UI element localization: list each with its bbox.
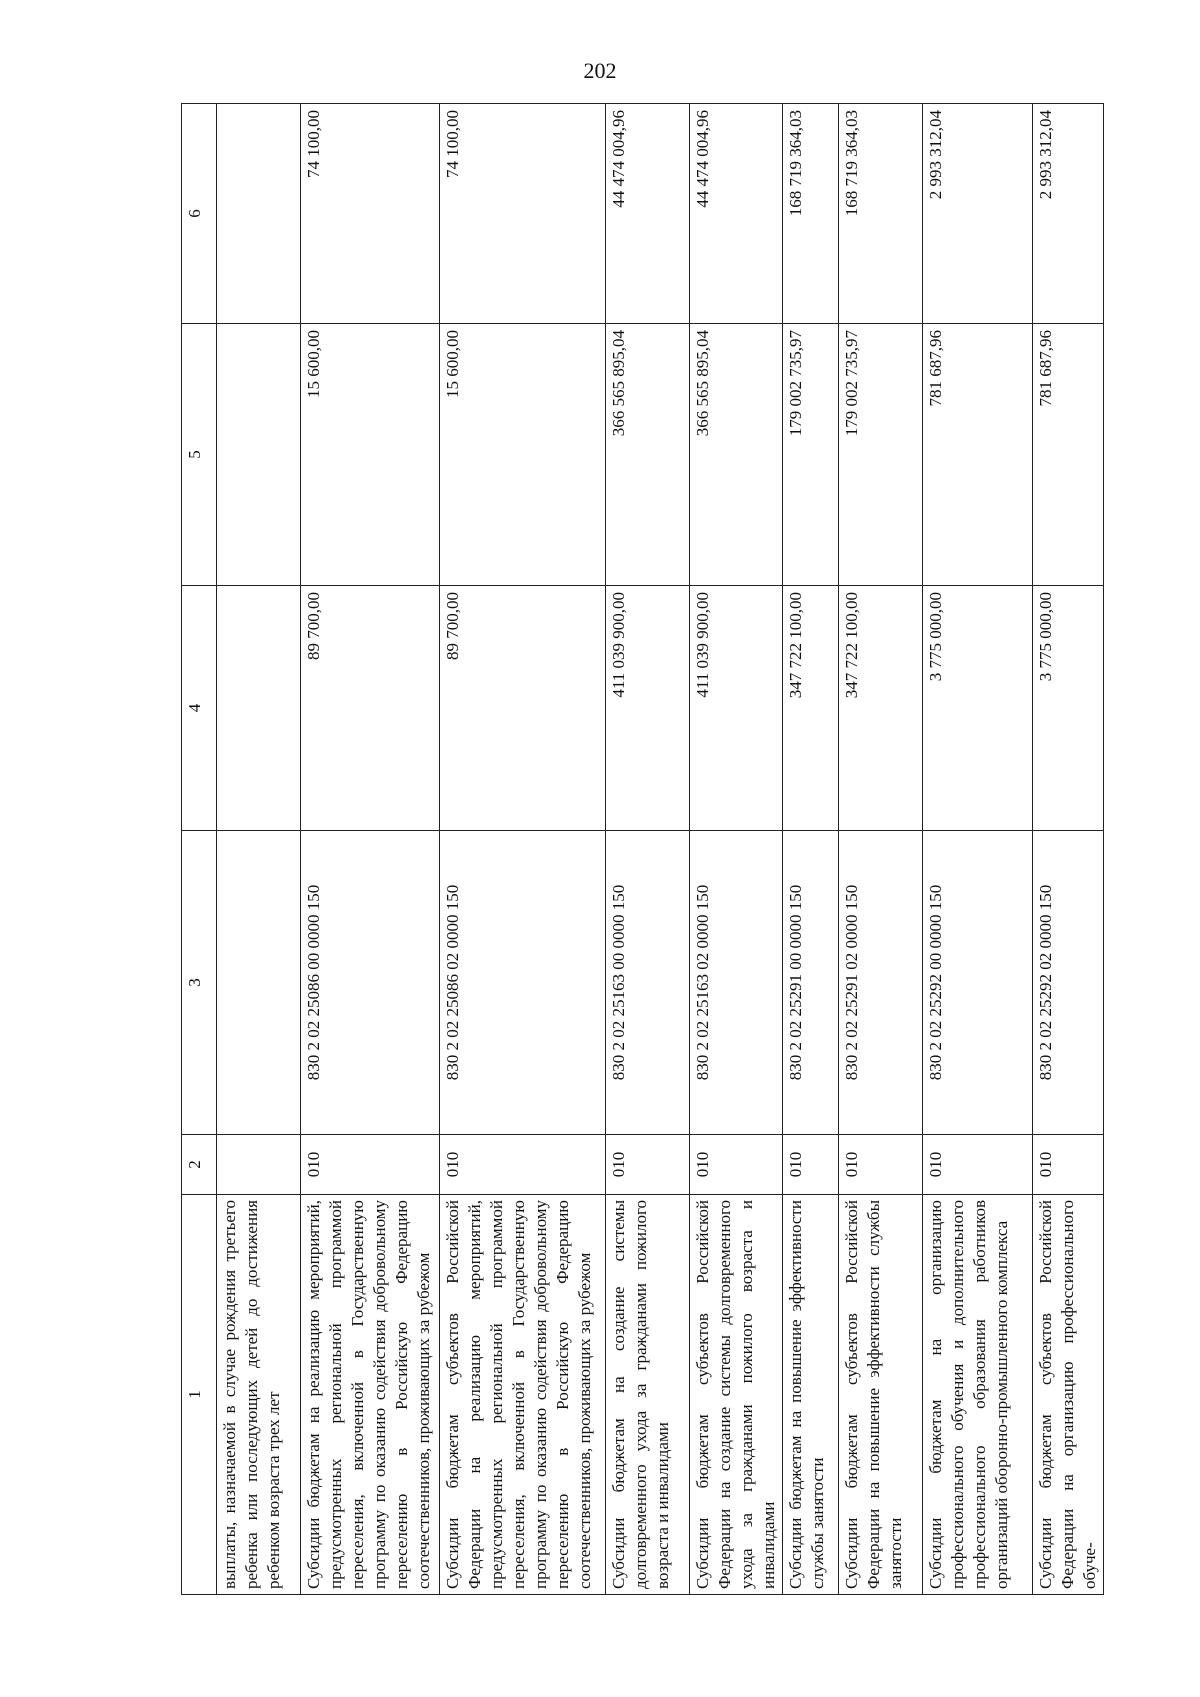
table-row bbox=[690, 104, 783, 1595]
row-admin-code: 010 bbox=[783, 1135, 839, 1195]
row-budget-code: 830 2 02 25292 02 0000 150 bbox=[1033, 831, 1104, 1135]
row-value-5: 15 600,00 bbox=[440, 324, 606, 586]
row-value-4: 89 700,00 bbox=[301, 586, 440, 831]
row-value-6: 2 993 312,04 bbox=[923, 104, 1033, 324]
row-budget-code: 830 2 02 25292 00 0000 150 bbox=[923, 831, 1033, 1135]
row-value-6 bbox=[217, 104, 301, 324]
table-row bbox=[923, 104, 1033, 1595]
row-budget-code bbox=[217, 831, 301, 1135]
table-row bbox=[839, 104, 923, 1595]
row-value-4: 3 775 000,00 bbox=[923, 586, 1033, 831]
row-name: Субсидии бюджетам на реализацию мероприятий, предусмотренных региональной программой переселения, включенной в Государственную программу по оказанию содействия добровольному переселению в Российскую Федерацию соотечественников, проживающих за рубежом bbox=[301, 1195, 440, 1595]
row-value-5: 366 565 895,04 bbox=[606, 324, 690, 586]
row-budget-code: 830 2 02 25163 02 0000 150 bbox=[690, 831, 783, 1135]
row-name: Субсидии бюджетам субъектов Российской Федерации на создание системы долговременного ухода за гражданами пожилого возраста и инвалидами bbox=[690, 1195, 783, 1595]
rotated-table-container bbox=[181, 104, 1099, 1595]
row-value-5: 179 002 735,97 bbox=[839, 324, 923, 586]
row-value-5: 366 565 895,04 bbox=[690, 324, 783, 586]
header-col-4: 4 bbox=[182, 586, 217, 831]
row-value-4: 89 700,00 bbox=[440, 586, 606, 831]
row-budget-code: 830 2 02 25086 02 0000 150 bbox=[440, 831, 606, 1135]
row-value-5: 781 687,96 bbox=[923, 324, 1033, 586]
row-admin-code: 010 bbox=[690, 1135, 783, 1195]
row-value-4: 411 039 900,00 bbox=[690, 586, 783, 831]
row-value-4: 411 039 900,00 bbox=[606, 586, 690, 831]
row-value-6: 168 719 364,03 bbox=[839, 104, 923, 324]
budget-table bbox=[181, 103, 1104, 1595]
row-value-4 bbox=[217, 586, 301, 831]
rotated-table-frame bbox=[181, 104, 1099, 1595]
table-row bbox=[440, 104, 606, 1595]
row-value-6: 74 100,00 bbox=[301, 104, 440, 324]
row-name: Субсидии бюджетам субъектов Российской Федерации на организацию профессионального обуче- bbox=[1033, 1195, 1104, 1595]
row-value-4: 347 722 100,00 bbox=[839, 586, 923, 831]
header-col-1: 1 bbox=[182, 1195, 217, 1595]
row-value-4: 3 775 000,00 bbox=[1033, 586, 1104, 831]
row-admin-code: 010 bbox=[606, 1135, 690, 1195]
row-value-6: 74 100,00 bbox=[440, 104, 606, 324]
row-value-6: 168 719 364,03 bbox=[783, 104, 839, 324]
header-col-2: 2 bbox=[182, 1135, 217, 1195]
row-name: Субсидии бюджетам субъектов Российской Федерации на повышение эффективности службы занятости bbox=[839, 1195, 923, 1595]
table-header-row bbox=[182, 104, 217, 1595]
row-name: выплаты, назначаемой в случае рождения третьего ребенка или последующих детей до достижения ребенком возраста трех лет bbox=[217, 1195, 301, 1595]
row-admin-code: 010 bbox=[440, 1135, 606, 1195]
row-admin-code: 010 bbox=[923, 1135, 1033, 1195]
row-name: Субсидии бюджетам на создание системы долговременного ухода за гражданами пожилого возраста и инвалидами bbox=[606, 1195, 690, 1595]
row-budget-code: 830 2 02 25086 00 0000 150 bbox=[301, 831, 440, 1135]
row-admin-code: 010 bbox=[839, 1135, 923, 1195]
row-value-5: 781 687,96 bbox=[1033, 324, 1104, 586]
row-value-6: 44 474 004,96 bbox=[606, 104, 690, 324]
row-name: Субсидии бюджетам на повышение эффективности службы занятости bbox=[783, 1195, 839, 1595]
row-admin-code: 010 bbox=[301, 1135, 440, 1195]
row-budget-code: 830 2 02 25291 00 0000 150 bbox=[783, 831, 839, 1135]
header-col-5: 5 bbox=[182, 324, 217, 586]
row-value-5 bbox=[217, 324, 301, 586]
page-number: 202 bbox=[583, 58, 617, 83]
table-row bbox=[783, 104, 839, 1595]
header-col-3: 3 bbox=[182, 831, 217, 1135]
table-row bbox=[606, 104, 690, 1595]
row-admin-code bbox=[217, 1135, 301, 1195]
table-row bbox=[1033, 104, 1104, 1595]
row-budget-code: 830 2 02 25291 02 0000 150 bbox=[839, 831, 923, 1135]
header-col-6: 6 bbox=[182, 104, 217, 324]
row-value-5: 15 600,00 bbox=[301, 324, 440, 586]
row-value-6: 2 993 312,04 bbox=[1033, 104, 1104, 324]
row-name: Субсидии бюджетам субъектов Российской Федерации на реализацию мероприятий, предусмотренных региональной программой переселения, включенной в Государственную программу по оказанию содействия добровольному переселению в Российскую Федерацию соотечественников, проживающих за рубежом bbox=[440, 1195, 606, 1595]
row-value-4: 347 722 100,00 bbox=[783, 586, 839, 831]
table-row bbox=[301, 104, 440, 1595]
row-value-6: 44 474 004,96 bbox=[690, 104, 783, 324]
table-row bbox=[217, 104, 301, 1595]
row-value-5: 179 002 735,97 bbox=[783, 324, 839, 586]
row-budget-code: 830 2 02 25163 00 0000 150 bbox=[606, 831, 690, 1135]
row-admin-code: 010 bbox=[1033, 1135, 1104, 1195]
row-name: Субсидии бюджетам на организацию профессионального обучения и дополнительного профессионального образования работников организаций оборонно-промышленного комплекса bbox=[923, 1195, 1033, 1595]
